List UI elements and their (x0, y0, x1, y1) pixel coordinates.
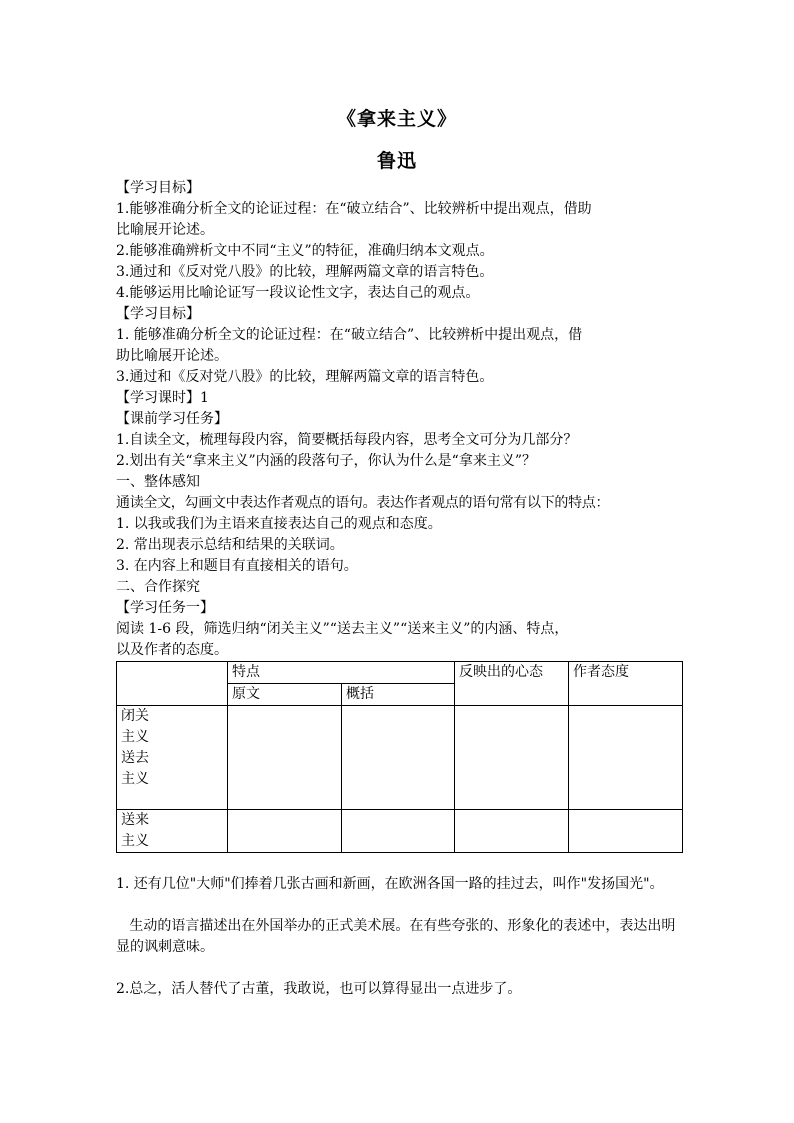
table-header-row (117, 662, 683, 684)
text-line: 【学习目标】 (116, 180, 200, 196)
text-line: 1.能够准确分析全文的论证过程：在“破立结合”、比较辨析中提出观点，借助 (116, 201, 592, 217)
text-line: 以及作者的态度。 (116, 642, 228, 658)
text-line: 1. 能够准确分析全文的论证过程：在“破立结合”、比较辨析中提出观点，借 (116, 327, 583, 343)
table-cell (455, 810, 569, 853)
text-line: 3. 在内容上和题目有直接相关的语句。 (116, 558, 358, 574)
text-line: 一、整体感知 (116, 474, 200, 490)
table-row (117, 810, 683, 853)
analysis-table (116, 661, 683, 853)
text-paragraph: 1. 还有几位"大师"们捧着几张古画和新画，在欧洲各国一路的挂过去，叫作"发扬国光"。 (116, 876, 664, 892)
text-line: 4.能够运用比喻论证写一段议论性文字，表达自己的观点。 (116, 285, 480, 301)
table-header-features: 特点 (228, 662, 455, 684)
text-paragraph: 2.总之，活人替代了古董，我敢说，也可以算得显出一点进步了。 (116, 981, 522, 997)
text-line: 二、合作探究 (116, 579, 200, 595)
text-line: 【学习目标】 (116, 306, 200, 322)
document-title: 《拿来主义》 (336, 108, 457, 130)
table-cell (342, 810, 455, 853)
table-row-label: 闭关主义送去主义 (117, 706, 228, 810)
table-cell (569, 810, 683, 853)
text-line: 1. 以我或我们为主语来直接表达自己的观点和态度。 (116, 516, 442, 532)
text-line: 【学习课时】1 (116, 390, 209, 406)
table-cell (342, 706, 455, 810)
table-header-original: 原文 (228, 684, 342, 706)
table-cell (228, 810, 342, 853)
text-line: 比喻展开论述。 (116, 222, 214, 238)
table-cell (569, 706, 683, 810)
document-author: 鲁迅 (376, 150, 417, 172)
text-line: 【课前学习任务】 (116, 411, 228, 427)
table-cell (455, 706, 569, 810)
text-line: 2.划出有关“拿来主义”内涵的段落句子，你认为什么是“拿来主义”？ (116, 453, 536, 469)
text-line: 3.通过和《反对党八股》的比较，理解两篇文章的语言特色。 (116, 264, 494, 280)
text-line: 3.通过和《反对党八股》的比较，理解两篇文章的语言特色。 (116, 369, 494, 385)
text-line: 【学习任务一】 (116, 600, 214, 616)
table-header-attitude: 作者态度 (569, 662, 683, 706)
table-header-mentality: 反映出的心态 (455, 662, 569, 706)
table-row-label: 送来主义 (117, 810, 228, 853)
blank-line (116, 958, 682, 979)
text-line: 通读全文，勾画文中表达作者观点的语句。表达作者观点的语句常有以下的特点： (116, 495, 610, 511)
blank-line (116, 895, 682, 916)
table-row (117, 706, 683, 810)
document-body (116, 178, 682, 1000)
table-cell (228, 706, 342, 810)
text-paragraph: 生动的语言描述出在外国举办的正式美术展。在有些夸张的、形象化的表述中，表达出明显的讽刺意味。 (116, 918, 676, 955)
text-line: 2. 常出现表示总结和结果的关联词。 (116, 537, 344, 553)
text-line: 阅读 1-6 段，筛选归纳“闭关主义”“送去主义”“送来主义”的内涵、特点， (116, 621, 569, 637)
text-line: 1.自读全文，梳理每段内容，简要概括每段内容，思考全文可分为几部分？ (116, 432, 578, 448)
text-line: 2.能够准确辨析文中不同“主义”的特征，准确归纳本文观点。 (116, 243, 494, 259)
table-header-summary: 概括 (342, 684, 455, 706)
text-line: 助比喻展开论述。 (116, 348, 228, 364)
table-header-empty (117, 662, 228, 706)
